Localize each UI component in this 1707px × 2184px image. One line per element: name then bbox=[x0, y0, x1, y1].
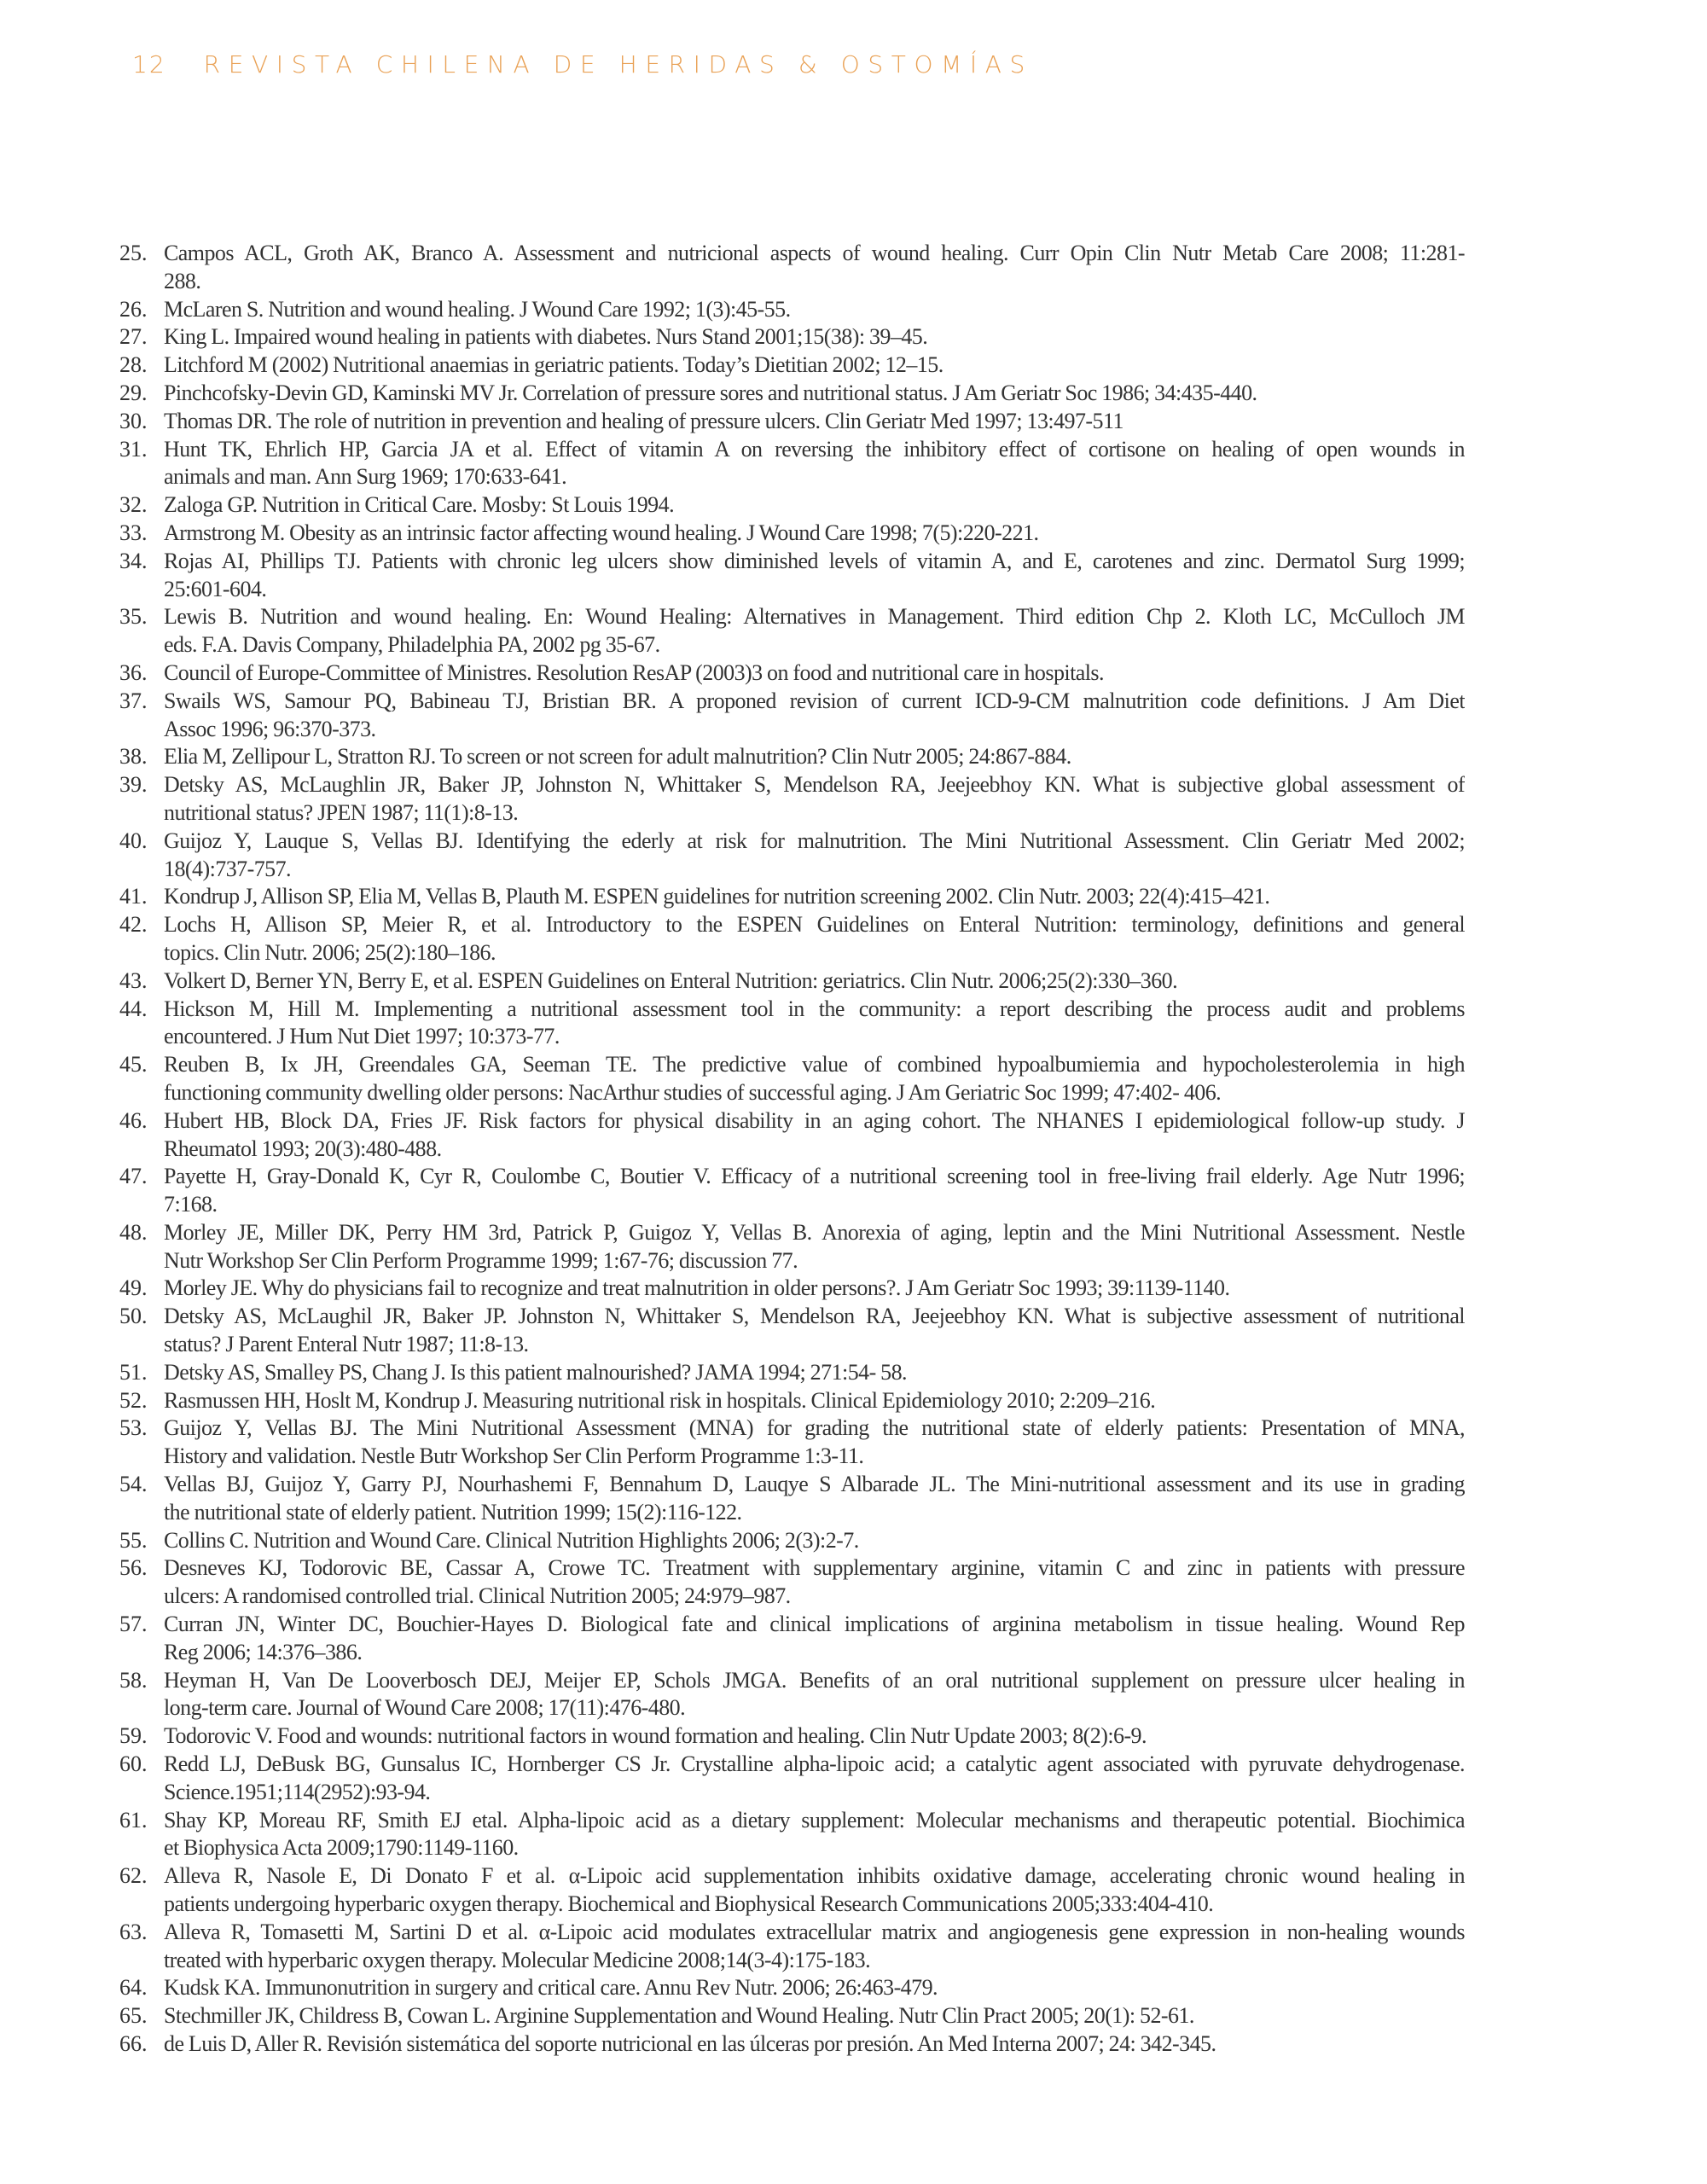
reference-line: status? J Parent Enteral Nutr 1987; 11:8-13. bbox=[164, 1332, 529, 1357]
reference-line: Rojas AI, Phillips TJ. Patients with chronic leg ulcers show diminished levels of vitamin A, and E, carotenes and zinc. Dermatol Surg 1999; bbox=[164, 548, 1465, 573]
reference-item bbox=[119, 1527, 1465, 1555]
reference-line: ulcers: A randomised controlled trial. Clinical Nutrition 2005; 24:979–987. bbox=[164, 1583, 791, 1609]
reference-number: 26. bbox=[119, 296, 148, 322]
reference-number: 64. bbox=[119, 1975, 148, 2001]
journal-title: REVISTA CHILENA DE HERIDAS & OSTOMÍAS bbox=[203, 49, 1033, 78]
running-head bbox=[132, 47, 1033, 81]
reference-number: 30. bbox=[119, 408, 148, 433]
reference-line: Alleva R, Nasole E, Di Donato F et al. α-Lipoic acid supplementation inhibits oxidative damage, accelerating chronic wound healing in bbox=[164, 1863, 1465, 1889]
reference-number: 53. bbox=[119, 1415, 148, 1441]
reference-number: 63. bbox=[119, 1919, 148, 1944]
reference-item bbox=[119, 996, 1465, 1052]
reference-line: Stechmiller JK, Childress B, Cowan L. Arginine Supplementation and Wound Healing. Nutr Clin Pract 2005; 20(1): 52-61. bbox=[164, 2003, 1194, 2029]
reference-line: Hubert HB, Block DA, Fries JF. Risk factors for physical disability in an aging cohort. The NHANES I epidemiological follow-up study. J bbox=[164, 1107, 1465, 1133]
reference-item bbox=[119, 1919, 1465, 1975]
page-number: 12 bbox=[132, 49, 166, 78]
reference-number: 54. bbox=[119, 1472, 148, 1497]
reference-number: 51. bbox=[119, 1359, 148, 1385]
reference-text bbox=[164, 1527, 1465, 1555]
reference-line: long-term care. Journal of Wound Care 2008; 17(11):476-480. bbox=[164, 1695, 686, 1721]
reference-number: 58. bbox=[119, 1667, 148, 1693]
reference-line: 25:601-604. bbox=[164, 576, 267, 601]
reference-item bbox=[119, 520, 1465, 548]
reference-line: Curran JN, Winter DC, Bouchier-Hayes D. Biological fate and clinical implications of arginina metabolism in tissue healing. Wound Rep bbox=[164, 1612, 1465, 1637]
reference-text bbox=[164, 2030, 1465, 2059]
reference-line: Armstrong M. Obesity as an intrinsic factor affecting wound healing. J Wound Care 1998; 7(5):220-221. bbox=[164, 520, 1039, 545]
reference-text bbox=[164, 380, 1465, 408]
reference-line: Rheumatol 1993; 20(3):480-488. bbox=[164, 1136, 442, 1161]
reference-line: Thomas DR. The role of nutrition in prevention and healing of pressure ulcers. Clin Geriatr Med 1997; 13:497-511 bbox=[164, 408, 1123, 433]
reference-number: 45. bbox=[119, 1052, 148, 1077]
reference-text bbox=[164, 1722, 1465, 1751]
reference-number: 41. bbox=[119, 884, 148, 909]
reference-item bbox=[119, 1611, 1465, 1667]
reference-number: 25. bbox=[119, 241, 148, 265]
reference-text bbox=[164, 520, 1465, 548]
reference-text bbox=[164, 743, 1465, 771]
reference-line: 288. bbox=[164, 268, 201, 293]
reference-text bbox=[164, 548, 1465, 604]
reference-line: Detsky AS, McLaughlin JR, Baker JP, Johnston N, Whittaker S, Mendelson RA, Jeejeebhoy KN. What is subjective global assessment of bbox=[164, 772, 1465, 798]
reference-item bbox=[119, 436, 1465, 492]
reference-number: 65. bbox=[119, 2003, 148, 2029]
reference-text bbox=[164, 491, 1465, 520]
reference-number: 37. bbox=[119, 688, 148, 713]
reference-text bbox=[164, 323, 1465, 351]
reference-line: Heyman H, Van De Looverbosch DEJ, Meijer EP, Schols JMGA. Benefits of an oral nutritional supplement on pressure ulcer healing in bbox=[164, 1667, 1465, 1693]
reference-item bbox=[119, 1303, 1465, 1359]
reference-text bbox=[164, 1414, 1465, 1471]
reference-item bbox=[119, 351, 1465, 380]
reference-item bbox=[119, 1107, 1465, 1164]
reference-item bbox=[119, 240, 1465, 296]
reference-text bbox=[164, 1807, 1465, 1863]
reference-number: 27. bbox=[119, 324, 148, 350]
reference-item bbox=[119, 548, 1465, 604]
reference-text bbox=[164, 1974, 1465, 2002]
reference-number: 36. bbox=[119, 659, 148, 685]
reference-number: 60. bbox=[119, 1751, 148, 1777]
reference-line: Assoc 1996; 96:370-373. bbox=[164, 716, 376, 741]
reference-number: 39. bbox=[119, 772, 148, 798]
reference-text bbox=[164, 1107, 1465, 1164]
reference-line: patients undergoing hyperbaric oxygen therapy. Biochemical and Biophysical Research Communications 2005;333:404-410. bbox=[164, 1891, 1214, 1917]
reference-text bbox=[164, 659, 1465, 688]
reference-line: 7:168. bbox=[164, 1192, 218, 1217]
reference-line: Lewis B. Nutrition and wound healing. En: Wound Healing: Alternatives in Management. Third edition Chp 2. Kloth LC, McCulloch JM bbox=[164, 604, 1465, 630]
reference-text bbox=[164, 296, 1465, 324]
reference-line: Kudsk KA. Immunonutrition in surgery and critical care. Annu Rev Nutr. 2006; 26:463-479. bbox=[164, 1975, 938, 2001]
reference-number: 32. bbox=[119, 492, 148, 518]
reference-line: treated with hyperbaric oxygen therapy. Molecular Medicine 2008;14(3-4):175-183. bbox=[164, 1947, 871, 1972]
reference-number: 52. bbox=[119, 1387, 148, 1413]
reference-item bbox=[119, 1862, 1465, 1919]
reference-line: nutritional status? JPEN 1987; 11(1):8-13. bbox=[164, 799, 519, 825]
reference-number: 56. bbox=[119, 1555, 148, 1581]
reference-line: Zaloga GP. Nutrition in Critical Care. Mosby: St Louis 1994. bbox=[164, 492, 675, 518]
reference-item bbox=[119, 1414, 1465, 1471]
reference-item bbox=[119, 1807, 1465, 1863]
reference-line: Science.1951;114(2952):93-94. bbox=[164, 1779, 431, 1804]
reference-list bbox=[119, 240, 1465, 2059]
reference-item bbox=[119, 1219, 1465, 1275]
reference-item bbox=[119, 883, 1465, 911]
reference-text bbox=[164, 1751, 1465, 1807]
reference-number: 42. bbox=[119, 912, 148, 938]
reference-number: 38. bbox=[119, 744, 148, 770]
reference-line: McLaren S. Nutrition and wound healing. J Wound Care 1992; 1(3):45-55. bbox=[164, 296, 791, 322]
reference-line: topics. Clin Nutr. 2006; 25(2):180–186. bbox=[164, 939, 496, 965]
reference-text bbox=[164, 351, 1465, 380]
reference-line: Swails WS, Samour PQ, Babineau TJ, Bristian BR. A proponed revision of current ICD-9-CM malnutrition code definitions. J Am Diet bbox=[164, 688, 1465, 713]
reference-text bbox=[164, 1163, 1465, 1219]
reference-text bbox=[164, 1219, 1465, 1275]
reference-item bbox=[119, 603, 1465, 659]
reference-number: 48. bbox=[119, 1219, 148, 1245]
reference-item bbox=[119, 1554, 1465, 1611]
reference-number: 35. bbox=[119, 604, 148, 630]
reference-text bbox=[164, 1471, 1465, 1527]
reference-item bbox=[119, 911, 1465, 967]
reference-text bbox=[164, 240, 1465, 296]
reference-line: animals and man. Ann Surg 1969; 170:633-641. bbox=[164, 464, 567, 490]
reference-item bbox=[119, 659, 1465, 688]
reference-line: Detsky AS, Smalley PS, Chang J. Is this patient malnourished? JAMA 1994; 271:54- 58. bbox=[164, 1359, 908, 1385]
reference-line: de Luis D, Aller R. Revisión sistemática del soporte nutricional en las úlceras por presión. An Med Interna 2007; 24: 342-345. bbox=[164, 2031, 1216, 2056]
reference-line: Payette H, Gray-Donald K, Cyr R, Coulombe C, Boutier V. Efficacy of a nutritional screening tool in free-living frail elderly. Age Nutr 1996; bbox=[164, 1164, 1465, 1189]
reference-text bbox=[164, 1387, 1465, 1415]
reference-item bbox=[119, 688, 1465, 744]
reference-number: 33. bbox=[119, 520, 148, 545]
reference-item bbox=[119, 1722, 1465, 1751]
reference-text bbox=[164, 688, 1465, 744]
reference-line: 18(4):737-757. bbox=[164, 856, 291, 881]
reference-item bbox=[119, 1387, 1465, 1415]
reference-text bbox=[164, 828, 1465, 884]
reference-text bbox=[164, 1919, 1465, 1975]
reference-text bbox=[164, 883, 1465, 911]
reference-number: 28. bbox=[119, 352, 148, 378]
reference-number: 44. bbox=[119, 996, 148, 1021]
reference-number: 46. bbox=[119, 1107, 148, 1133]
reference-line: eds. F.A. Davis Company, Philadelphia PA, 2002 pg 35-67. bbox=[164, 632, 660, 658]
reference-text bbox=[164, 2002, 1465, 2030]
reference-item bbox=[119, 1359, 1465, 1387]
reference-item bbox=[119, 743, 1465, 771]
reference-line: Detsky AS, McLaughil JR, Baker JP. Johnston N, Whittaker S, Mendelson RA, Jeejeebhoy KN. What is subjective assessment of nutritional bbox=[164, 1304, 1465, 1329]
reference-line: Shay KP, Moreau RF, Smith EJ etal. Alpha-lipoic acid as a dietary supplement: Molecular mechanisms and therapeutic potential. Biochimica bbox=[164, 1807, 1465, 1833]
reference-line: Vellas BJ, Guijoz Y, Garry PJ, Nourhashemi F, Bennahum D, Lauqye S Albarade JL. The Mini-nutritional assessment and its use in grading bbox=[164, 1472, 1465, 1497]
reference-line: Reuben B, Ix JH, Greendales GA, Seeman TE. The predictive value of combined hypoalbumiemia and hypocholesterolemia in high bbox=[164, 1052, 1465, 1077]
reference-text bbox=[164, 436, 1465, 492]
reference-item bbox=[119, 828, 1465, 884]
reference-number: 61. bbox=[119, 1807, 148, 1833]
reference-line: Nutr Workshop Ser Clin Perform Programme 1999; 1:67-76; discussion 77. bbox=[164, 1247, 798, 1273]
reference-line: functioning community dwelling older persons: NacArthur studies of successful aging. J Am Geriatric Soc 1999; 47:402- 406. bbox=[164, 1079, 1222, 1105]
reference-line: encountered. J Hum Nut Diet 1997; 10:373-77. bbox=[164, 1024, 560, 1049]
reference-item bbox=[119, 296, 1465, 324]
reference-line: Desneves KJ, Todorovic BE, Cassar A, Crowe TC. Treatment with supplementary arginine, vitamin C and zinc in patients with pressure bbox=[164, 1555, 1465, 1581]
reference-item bbox=[119, 771, 1465, 828]
reference-line: Volkert D, Berner YN, Berry E, et al. ESPEN Guidelines on Enteral Nutrition: geriatrics. Clin Nutr. 2006;25(2):330–360. bbox=[164, 967, 1178, 993]
reference-item bbox=[119, 408, 1465, 436]
reference-text bbox=[164, 408, 1465, 436]
reference-item bbox=[119, 1051, 1465, 1107]
reference-text bbox=[164, 1611, 1465, 1667]
reference-text bbox=[164, 1275, 1465, 1303]
reference-line: Campos ACL, Groth AK, Branco A. Assessment and nutricional aspects of wound healing. Curr Opin Clin Nutr Metab Care 2008; 11:281- bbox=[164, 241, 1465, 265]
reference-item bbox=[119, 1751, 1465, 1807]
reference-line: Guijoz Y, Lauque S, Vellas BJ. Identifying the ederly at risk for malnutrition. The Mini Nutritional Assessment. Clin Geriatr Med 2002; bbox=[164, 828, 1465, 853]
reference-text bbox=[164, 1051, 1465, 1107]
reference-number: 50. bbox=[119, 1304, 148, 1329]
reference-number: 47. bbox=[119, 1164, 148, 1189]
reference-item bbox=[119, 1163, 1465, 1219]
reference-number: 62. bbox=[119, 1863, 148, 1889]
reference-text bbox=[164, 771, 1465, 828]
reference-line: Kondrup J, Allison SP, Elia M, Vellas B, Plauth M. ESPEN guidelines for nutrition screening 2002. Clin Nutr. 2003; 22(4):415–421. bbox=[164, 884, 1270, 909]
reference-line: History and validation. Nestle Butr Workshop Ser Clin Perform Programme 1:3-11. bbox=[164, 1443, 864, 1469]
reference-line: Redd LJ, DeBusk BG, Gunsalus IC, Hornberger CS Jr. Crystalline alpha-lipoic acid; a catalytic agent associated with pyruvate dehydrogenase. bbox=[164, 1751, 1465, 1777]
reference-text bbox=[164, 1554, 1465, 1611]
reference-text bbox=[164, 1862, 1465, 1919]
reference-item bbox=[119, 2002, 1465, 2030]
reference-line: King L. Impaired wound healing in patients with diabetes. Nurs Stand 2001;15(38): 39–45. bbox=[164, 324, 928, 350]
reference-text bbox=[164, 1303, 1465, 1359]
reference-number: 49. bbox=[119, 1275, 148, 1301]
reference-number: 31. bbox=[119, 436, 148, 462]
reference-text bbox=[164, 996, 1465, 1052]
reference-line: the nutritional state of elderly patient. Nutrition 1999; 15(2):116-122. bbox=[164, 1499, 742, 1525]
reference-line: Morley JE, Miller DK, Perry HM 3rd, Patrick P, Guigoz Y, Vellas B. Anorexia of aging, leptin and the Mini Nutritional Assessment. Nestle bbox=[164, 1219, 1465, 1245]
reference-line: Hunt TK, Ehrlich HP, Garcia JA et al. Effect of vitamin A on reversing the inhibitory effect of cortisone on healing of open wounds in bbox=[164, 436, 1465, 462]
reference-number: 57. bbox=[119, 1612, 148, 1637]
reference-item bbox=[119, 491, 1465, 520]
reference-item bbox=[119, 323, 1465, 351]
reference-number: 34. bbox=[119, 548, 148, 573]
reference-line: Todorovic V. Food and wounds: nutritional factors in wound formation and healing. Clin Nutr Update 2003; 8(2):6-9. bbox=[164, 1723, 1147, 1749]
reference-line: Pinchcofsky-Devin GD, Kaminski MV Jr. Correlation of pressure sores and nutritional status. J Am Geriatr Soc 1986; 34:435-440. bbox=[164, 380, 1257, 405]
reference-text bbox=[164, 603, 1465, 659]
reference-item bbox=[119, 967, 1465, 996]
reference-number: 66. bbox=[119, 2031, 148, 2056]
reference-line: Council of Europe-Committee of Ministres. Resolution ResAP (2003)3 on food and nutritional care in hospitals. bbox=[164, 659, 1104, 685]
reference-number: 29. bbox=[119, 380, 148, 405]
reference-line: Elia M, Zellipour L, Stratton RJ. To screen or not screen for adult malnutrition? Clin Nutr 2005; 24:867-884. bbox=[164, 744, 1071, 770]
reference-item bbox=[119, 1974, 1465, 2002]
reference-item bbox=[119, 1275, 1465, 1303]
reference-item bbox=[119, 380, 1465, 408]
reference-line: Hickson M, Hill M. Implementing a nutritional assessment tool in the community: a report describing the process audit and problems bbox=[164, 996, 1465, 1021]
reference-line: Morley JE. Why do physicians fail to recognize and treat malnutrition in older persons?. J Am Geriatr Soc 1993; 39:1139-1140. bbox=[164, 1275, 1230, 1301]
reference-item bbox=[119, 1471, 1465, 1527]
reference-line: Reg 2006; 14:376–386. bbox=[164, 1639, 363, 1664]
reference-line: Collins C. Nutrition and Wound Care. Clinical Nutrition Highlights 2006; 2(3):2-7. bbox=[164, 1527, 859, 1553]
reference-text bbox=[164, 911, 1465, 967]
reference-line: Litchford M (2002) Nutritional anaemias in geriatric patients. Today’s Dietitian 2002; 12–15. bbox=[164, 352, 943, 378]
reference-number: 43. bbox=[119, 967, 148, 993]
reference-number: 59. bbox=[119, 1723, 148, 1749]
reference-text bbox=[164, 1667, 1465, 1723]
reference-line: et Biophysica Acta 2009;1790:1149-1160. bbox=[164, 1835, 519, 1861]
reference-line: Alleva R, Tomasetti M, Sartini D et al. α-Lipoic acid modulates extracellular matrix and angiogenesis gene expression in non-healing wounds bbox=[164, 1919, 1465, 1944]
reference-item bbox=[119, 1667, 1465, 1723]
reference-number: 55. bbox=[119, 1527, 148, 1553]
reference-line: Rasmussen HH, Hoslt M, Kondrup J. Measuring nutritional risk in hospitals. Clinical Epidemiology 2010; 2:209–216. bbox=[164, 1387, 1156, 1413]
reference-line: Guijoz Y, Vellas BJ. The Mini Nutritional Assessment (MNA) for grading the nutritional state of elderly patients: Presentation of MNA, bbox=[164, 1415, 1465, 1441]
reference-item bbox=[119, 2030, 1465, 2059]
reference-text bbox=[164, 1359, 1465, 1387]
reference-number: 40. bbox=[119, 828, 148, 853]
reference-line: Lochs H, Allison SP, Meier R, et al. Introductory to the ESPEN Guidelines on Enteral Nutrition: terminology, definitions and general bbox=[164, 912, 1465, 938]
reference-text bbox=[164, 967, 1465, 996]
